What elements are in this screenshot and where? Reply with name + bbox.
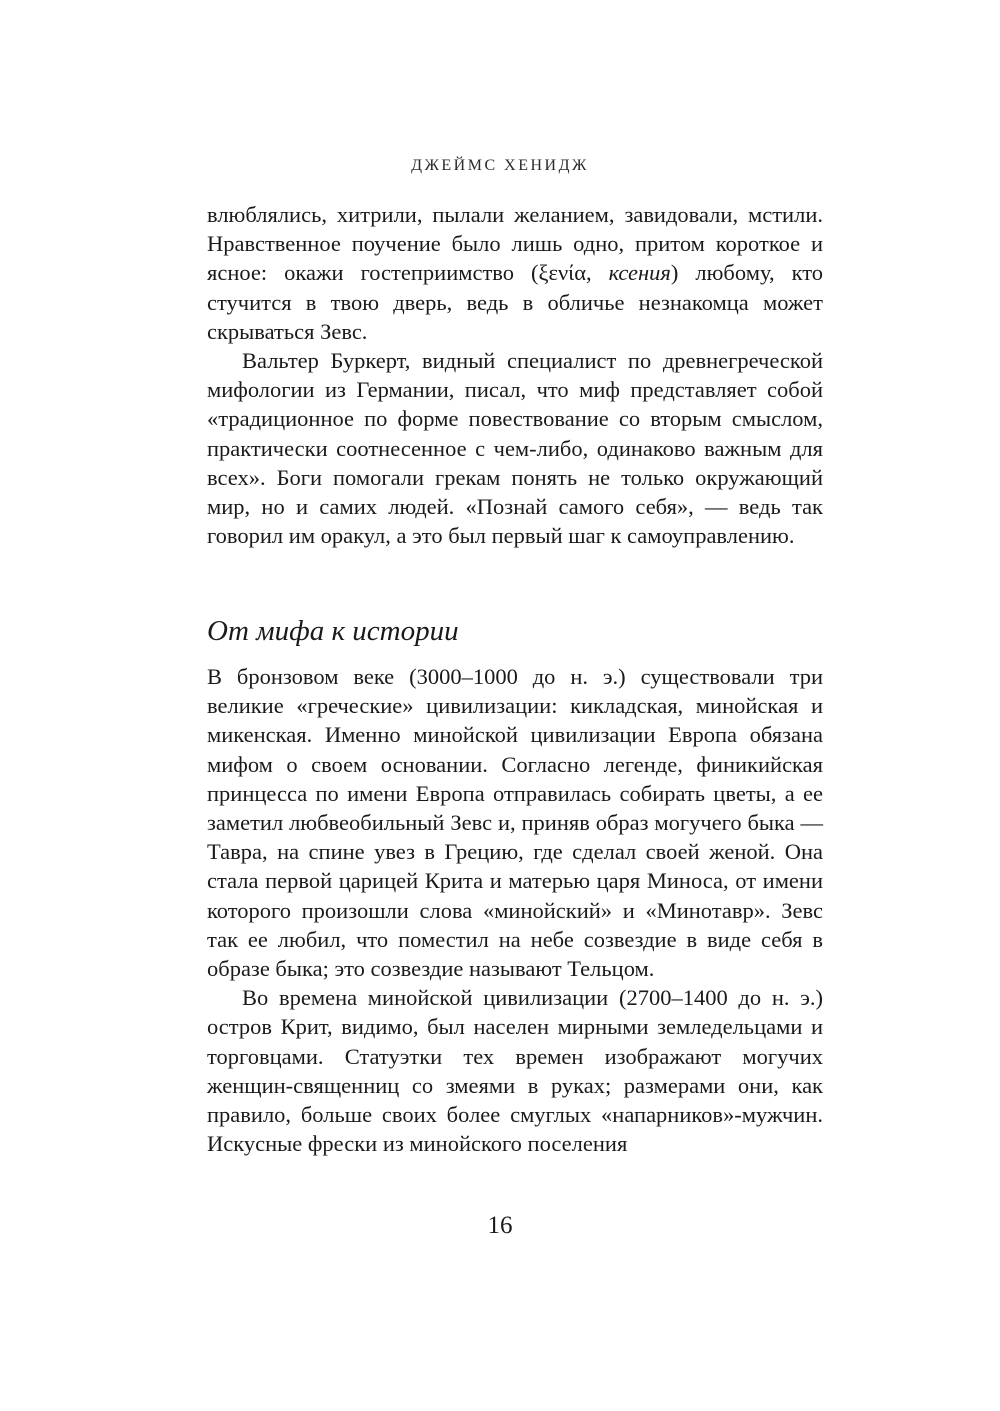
- paragraph-text: ) любому, кто стучится в твою дверь, ведь в обличье незнакомца может скрываться Зевс.: [207, 260, 823, 344]
- running-header: ДЖЕЙМС ХЕНИДЖ: [411, 157, 589, 174]
- text-block-bottom: [207, 662, 823, 1158]
- paragraph-continuation: [207, 200, 823, 346]
- page-number: 16: [487, 1212, 513, 1239]
- paragraph-text: влюблялись, хитрили, пылали желанием, завидовали, мстили. Нравственное поучение было лишь одно, притом короткое и ясное: окажи гостеприимство (: [207, 202, 823, 286]
- greek-term: ξενία: [538, 260, 587, 286]
- section-heading: От мифа к истории: [207, 615, 459, 647]
- paragraph-bronze-age: В бронзовом веке (3000–1000 до н. э.) существовали три великие «греческие» цивилизации: кикладская, минойская и микенская. Именно минойской цивилизации Европа обязана мифом о своем основании. Согласно легенде, финикийская принцесса по имени Европа отправилась собирать цветы, а ее заметил любвеобильный Зевс и, приняв образ могучего быка — Тавра, на спине увез в Грецию, где сделал своей женой. Она стала первой царицей Крита и матерью царя Миноса, от имени которого произошли слова «минойский» и «Минотавр». Зевс так ее любил, что поместил на небе созвездие в виде себя в образе быка; это созвездие называют Тельцом.: [207, 664, 823, 982]
- paragraph-burkert: Вальтер Буркерт, видный специалист по древнегреческой мифологии из Германии, писал, что миф представляет собой «традиционное по форме повествование со вторым смыслом, практически соотнесенное с чем-либо, одинаково важным для всех». Боги помогали грекам понять не только окружающий мир, но и самих людей. «Познай самого себя», — ведь так говорил им оракул, а это был первый шаг к самоуправлению.: [207, 348, 823, 549]
- paragraph-minoan: Во времена минойской цивилизации (2700–1400 до н. э.) остров Крит, видимо, был населен мирными земледельцами и торговцами. Статуэтки тех времен изображают могучих женщин-священниц со змеями в руках; размерами они, как правило, больше своих более смуглых «напарников»-мужчин. Искусные фрески из минойского поселения: [207, 985, 823, 1157]
- separator: ,: [586, 260, 609, 286]
- text-block-top: [207, 200, 823, 550]
- italic-term: ксения: [608, 260, 671, 286]
